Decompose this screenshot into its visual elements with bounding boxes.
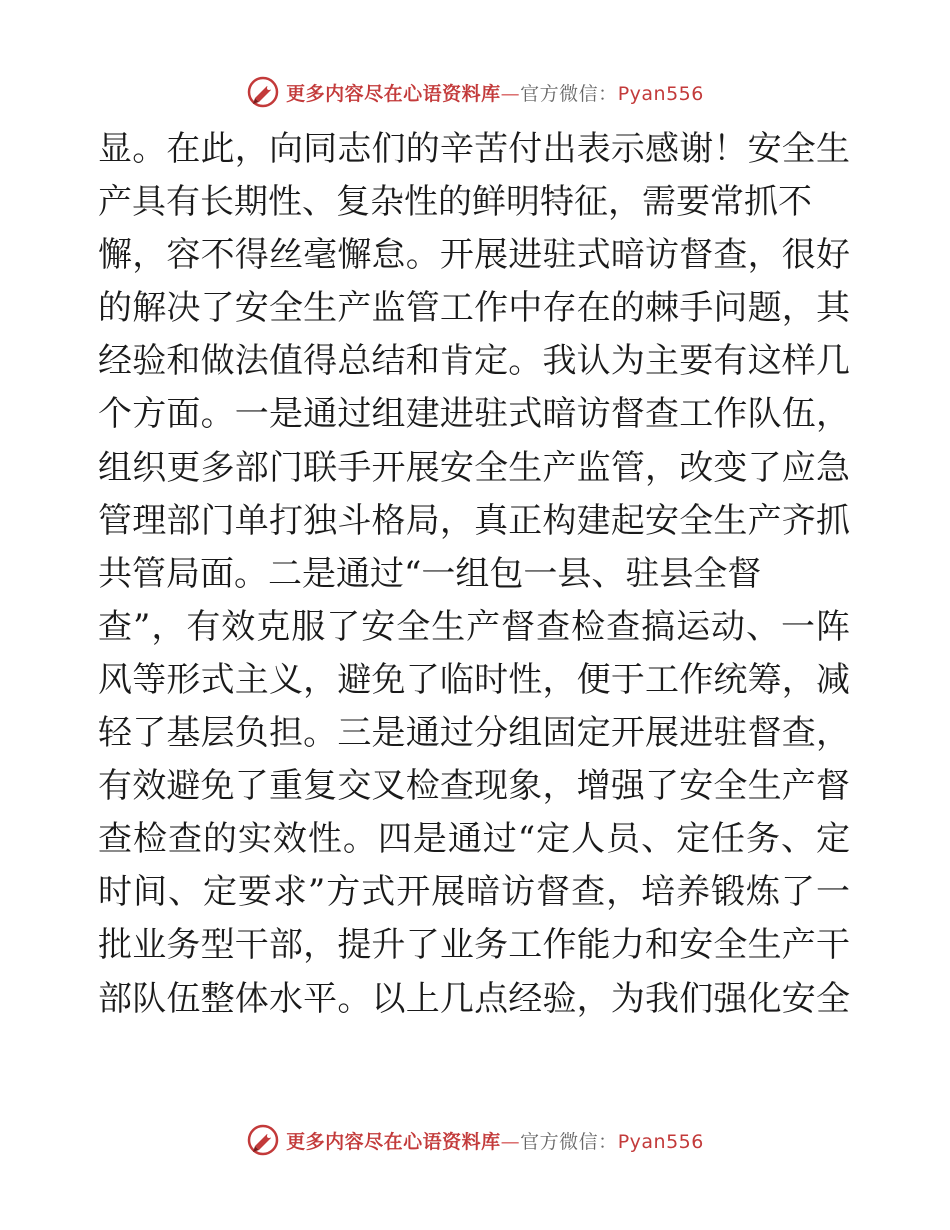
body-line: 产具有长期性、复杂性的鲜明特征，需要常抓不 <box>98 182 812 223</box>
watermark-dash: — <box>500 82 521 105</box>
watermark-site: 更多内容尽在心语资料库 <box>286 1130 501 1153</box>
body-line: 懈，容不得丝毫懈怠。开展进驻式暗访督查，很好 <box>98 235 850 276</box>
body-line: 查”，有效克服了安全生产督查检查搞运动、一阵 <box>98 606 850 647</box>
body-line: 有效避免了重复交叉检查现象，增强了安全生产督 <box>98 766 850 807</box>
watermark-id: Pyan556 <box>617 1130 704 1153</box>
footer-watermark <box>0 1120 950 1160</box>
document-body <box>98 123 850 1026</box>
body-line: 共管局面。二是通过“一组包一县、驻县全督 <box>98 553 762 594</box>
body-line: 组织更多部门联手开展安全生产监管，改变了应急 <box>98 447 850 488</box>
body-line: 管理部门单打独斗格局，真正构建起安全生产齐抓 <box>98 500 850 541</box>
pen-logo-icon <box>246 75 280 109</box>
body-line: 时间、定要求”方式开展暗访督查，培养锻炼了一 <box>98 872 850 913</box>
body-line: 部队伍整体水平。以上几点经验，为我们强化安全 <box>98 978 850 1019</box>
body-line: 风等形式主义，避免了临时性，便于工作统筹，减 <box>98 659 850 700</box>
body-line: 显。在此，向同志们的辛苦付出表示感谢！安全生 <box>98 129 850 169</box>
watermark-label: 官方微信： <box>520 1130 618 1153</box>
body-line: 个方面。一是通过组建进驻式暗访督查工作队伍， <box>98 394 850 435</box>
body-line: 的解决了安全生产监管工作中存在的棘手问题，其 <box>98 288 850 329</box>
watermark-id: Pyan556 <box>617 82 704 105</box>
body-line: 查检查的实效性。四是通过“定人员、定任务、定 <box>98 819 850 860</box>
body-line: 批业务型干部，提升了业务工作能力和安全生产干 <box>98 925 850 966</box>
body-line: 经验和做法值得总结和肯定。我认为主要有这样几 <box>98 341 850 382</box>
pen-logo-icon <box>246 1123 280 1157</box>
watermark-label: 官方微信： <box>520 82 618 105</box>
body-line: 轻了基层负担。三是通过分组固定开展进驻督查， <box>98 713 850 754</box>
watermark-site: 更多内容尽在心语资料库 <box>286 82 501 105</box>
header-watermark <box>0 72 950 112</box>
watermark-dash: — <box>500 1130 521 1153</box>
